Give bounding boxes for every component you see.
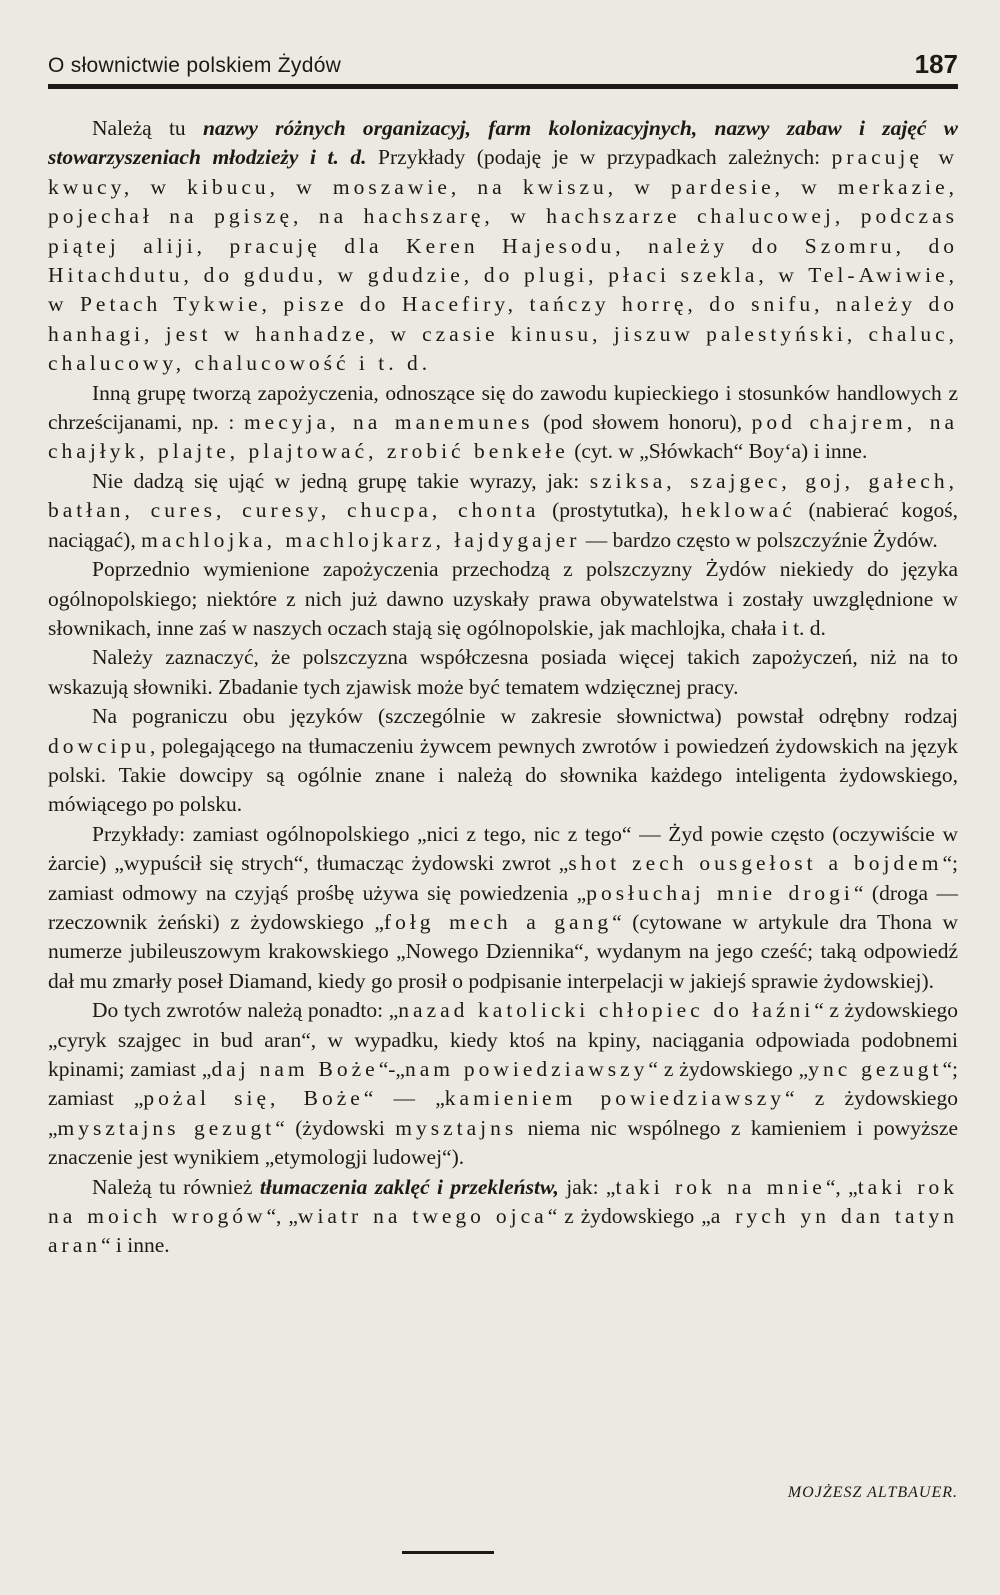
paragraph: [48, 555, 958, 643]
text-run: Na pograniczu obu języków (szczególnie w zakresie słownictwa) powstał odrębny rodzaj: [92, 704, 958, 729]
spaced-run: pod chajrem, na chajłyk, plajte, plajtować, zrobić benkełe: [48, 410, 959, 464]
spaced-run: sziksa, szajgec, goj, gałech, batłan, cures, curesy, chucpa, chonta: [48, 468, 958, 523]
paragraph: [48, 643, 958, 702]
spaced-run: ync gezugt: [808, 1057, 943, 1081]
text-run: “; zamiast „: [48, 1057, 958, 1111]
text-run: Nie dadzą się ująć w jedną grupę takie wyrazy, jak:: [92, 468, 590, 493]
text-run: “ z żydowskiego „: [48, 1086, 958, 1140]
spaced-run: shot zech ousgełost a bojdem: [568, 851, 943, 876]
text-run: , polegającego na tłumaczeniu żywcem pewnych zwrotów i powiedzeń żydowskich na język polski. Takie dowcipy są ogólnie znane i należą do słownika każdego inteligenta żydowskiego, mówiącego po polsku.: [48, 733, 958, 817]
text-run: Przykłady: zamiast ogólnopolskiego „nici z tego, nic z tego“ — Żyd powie często (oczywiście w żarcie) „wypuścił się strych“, tłumacząc żydowski zwrot „: [48, 821, 958, 876]
spaced-run: pożal się, Boże: [143, 1086, 364, 1111]
paragraph: [48, 996, 958, 1172]
spaced-run: kamieniem powiedziawszy: [444, 1086, 786, 1111]
spaced-run: daj nam Boże: [211, 1057, 379, 1081]
text-run: (nabierać kogoś, naciągać),: [48, 498, 958, 552]
text-run: “ (żydowski: [275, 1115, 396, 1140]
text-run: (prostytutka),: [539, 498, 682, 523]
paragraph: [48, 702, 958, 820]
spaced-run: posłuchaj mnie drogi: [586, 880, 854, 905]
text-run: Należy zaznaczyć, że polszczyzna współczesna posiada więcej takich zapożyczeń, niż na to wskazują słowniki. Zbadanie tych zjawisk może być tematem wdzięcznej pracy.: [48, 645, 958, 699]
text-run: Przykłady (podaję je w przypadkach zależnych:: [366, 145, 832, 170]
spaced-run: heklować: [681, 498, 796, 523]
spaced-run: mecyja, na manemunes: [243, 410, 534, 435]
text-run: “, „: [266, 1204, 298, 1229]
text-run: “, „: [825, 1174, 858, 1199]
spaced-run: pracuję w kwucy, w kibucu, w moszawie, na kwiszu, w pardesie, w merkazie, pojechał na pgiszę, na hachszarę, w hachszarze chalucowej, podczas piątej aliji, pracuję dla Keren Hajesodu, należy do Szomru, do Hitachdutu, do gdudu, w gdudzie, do plugi, płaci szekla, w Tel-Awiwie, w Petach Tykwie, pisze do Hacefiry, tańczy horrę, do snifu, należy do hanhagi, jest w hanhadze, w czasie kinusu, jiszuw palestyński, chaluc, chalucowy, chalucowość i t. d.: [48, 145, 958, 376]
article-body: [48, 114, 958, 1261]
page-number: 187: [914, 49, 958, 79]
text-run: Inną grupę tworzą zapożyczenia, odnoszące się do zawodu kupieckiego i stosunków handlowych z chrześcijanami, np. :: [48, 380, 958, 435]
spaced-run: wiatr na twego ojca: [297, 1204, 548, 1229]
running-header: [48, 48, 958, 82]
paragraph: [48, 467, 958, 555]
text-run: (pod słowem honoru),: [533, 410, 752, 435]
paragraph: [48, 379, 958, 467]
text-run: “; zamiast odmowy na czyjąś prośbę używa się powiedzenia „: [48, 851, 958, 905]
text-run: niema nic wspólnego z kamieniem i powyższe znaczenie jest wynikiem „etymologji ludowej“).: [48, 1115, 958, 1170]
paragraph: [48, 114, 958, 379]
spaced-run: taki rok na mnie: [615, 1174, 826, 1199]
spaced-run: dowcipu: [48, 733, 151, 758]
spaced-run: mysztajns: [395, 1115, 518, 1140]
italic-run: nazwy różnych organizacyj, farm kolonizacyjnych, nazwy zabaw i zajęć w stowarzyszeniach młodzieży i t. d.: [48, 116, 958, 170]
text-run: Należą tu również: [92, 1174, 260, 1199]
paragraph: [48, 820, 958, 996]
text-run: “ z żydowskiego „: [648, 1057, 809, 1081]
end-ornament-rule: [402, 1551, 494, 1554]
spaced-run: nazad katolicki chłopiec do łaźni: [398, 998, 815, 1023]
spaced-run: nam powiedziawszy: [404, 1057, 649, 1081]
text-run: “ z żydowskiego „cyryk szajgec in bud aran“, w wypadku, kiedy ktoś na kpiny, naciągania odpowiada podobnemi kpinami; zamiast „: [48, 998, 958, 1081]
text-run: Poprzednio wymienione zapożyczenia przechodzą z polszczyzny Żydów niekiedy do języka ogólnopolskiego; niektóre z nich już dawno uzyskały prawa obywatelstwa i zostały uwzględnione w słownikach, inne zaś w naszych oczach stają się ogólnopolskie, jak machlojka, chała i t. d.: [48, 557, 958, 640]
text-run: jak: „: [558, 1174, 616, 1199]
text-run: Do tych zwrotów należą ponadto: „: [92, 998, 399, 1023]
text-run: “ i inne.: [101, 1233, 170, 1258]
running-header-title: O słownictwie polskiem Żydów: [48, 54, 342, 77]
paragraph: [48, 1173, 958, 1261]
text-run: “ (droga — rzeczownik żeński) z żydowskiego „: [48, 880, 958, 934]
text-run: “-„: [378, 1057, 405, 1081]
text-run: (cyt. w „Słówkach“ Boy‘a) i inne.: [568, 439, 868, 464]
text-run: — bardzo często w polszczyźnie Żydów.: [580, 527, 938, 552]
author-signature: MOJŻESZ ALTBAUER.: [787, 1484, 958, 1501]
italic-run: tłumaczenia zaklęć i przekleństw,: [259, 1174, 559, 1199]
text-run: “ z żydowskiego „: [547, 1204, 711, 1229]
text-run: Należą tu: [92, 116, 203, 140]
spaced-run: taki rok na moich wrogów: [48, 1174, 958, 1229]
spaced-run: fołg mech a gang: [383, 909, 613, 934]
spaced-run: mysztajns gezugt: [57, 1115, 276, 1140]
spaced-run: machlojka, machlojkarz, łajdygajer: [141, 527, 581, 552]
text-run: “ (cytowane w artykule dra Thona w numerze jubileuszowym krakowskiego „Nowego Dziennika“, wydanym na jego cześć; taką odpowiedź dał mu zmarły poseł Diamand, kiedy go prosił o podpisanie interpelacji w jakiejś sprawie żydowskiej).: [48, 909, 958, 993]
text-run: “ — „: [363, 1086, 445, 1111]
header-rule: [48, 84, 958, 89]
spaced-run: a rych yn dan tatyn aran: [48, 1204, 958, 1258]
